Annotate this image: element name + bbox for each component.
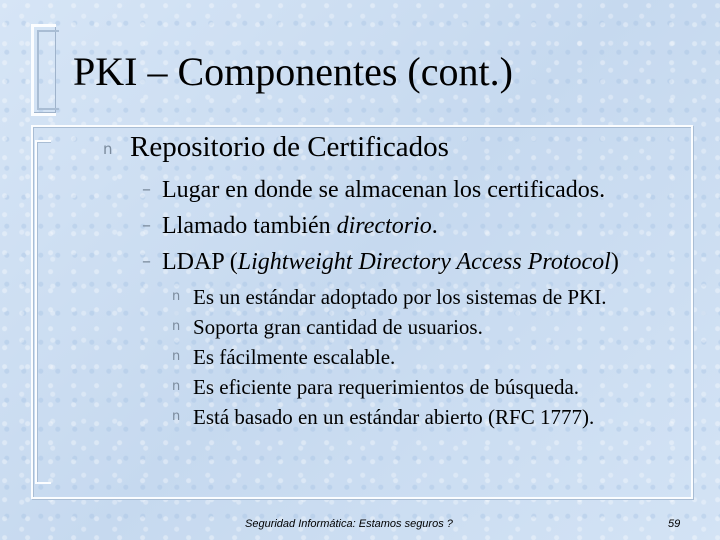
list-item-text: Lugar en donde se almacenan los certificados. <box>162 177 606 203</box>
bullet-icon: n <box>172 289 181 304</box>
page-number: 59 <box>668 518 681 530</box>
sub-list-item-text: Soporta gran cantidad de usuarios. <box>193 315 483 339</box>
text-segment: ) <box>610 249 619 275</box>
bullet-icon: n <box>103 140 113 158</box>
dash-bullet-icon: – <box>142 179 151 200</box>
sub-list-item-text: Es un estándar adoptado por los sistemas de PKI. <box>193 285 607 309</box>
left-rail-decoration <box>35 140 51 484</box>
slide-title: PKI – Componentes (cont.) <box>73 49 513 94</box>
bullet-icon: n <box>172 349 181 364</box>
text-segment: . <box>431 213 438 239</box>
bullet-icon: n <box>172 409 181 424</box>
sub-list-item-text: Está basado en un estándar abierto (RFC 1777). <box>193 405 595 429</box>
level1-heading: Repositorio de Certificados <box>130 131 449 163</box>
dash-bullet-icon: – <box>142 215 151 236</box>
title-bracket-decoration <box>31 24 56 116</box>
italic-term: Lightweight Directory Access Protocol <box>237 249 611 275</box>
list-item-text <box>162 247 619 277</box>
sub-list-item-text: Es fácilmente escalable. <box>193 345 396 369</box>
italic-term: directorio <box>336 213 432 239</box>
sub-list-item-text: Es eficiente para requerimientos de búsqueda. <box>193 375 580 399</box>
bullet-icon: n <box>172 319 181 334</box>
text-segment: Llamado también <box>162 213 337 239</box>
list-item-text <box>162 211 438 241</box>
text-segment: LDAP ( <box>162 249 238 275</box>
footer-text: Seguridad Informática: Estamos seguros ? <box>245 518 453 530</box>
bullet-icon: n <box>172 379 181 394</box>
dash-bullet-icon: – <box>142 251 151 272</box>
